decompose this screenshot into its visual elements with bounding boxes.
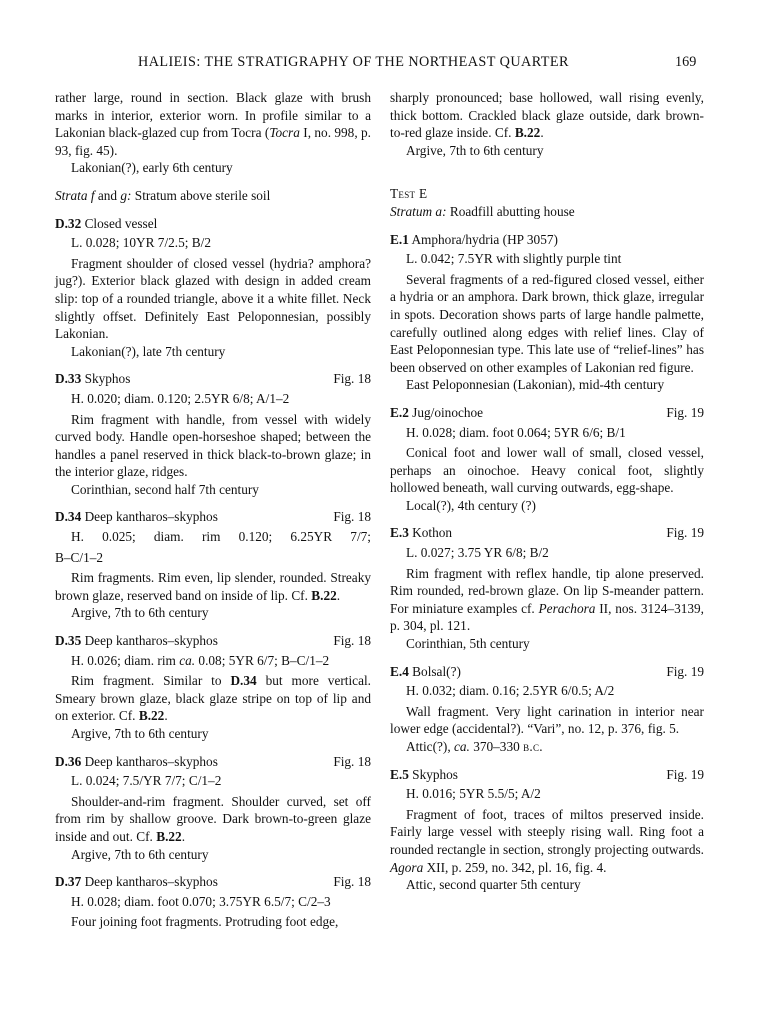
measurements-continued: B–C/1–2 [55,549,104,565]
entry-id: D.36 [55,753,82,769]
entry-name: Skyphos [412,766,458,782]
figure-reference: Fig. 19 [666,525,704,541]
entry-name: Deep kantharos–skyphos [84,874,218,890]
entry-id: E.2 [390,404,409,420]
dating-line [390,738,704,756]
entry-heading [390,663,704,681]
cross-reference: D.34 [230,673,257,689]
catalog-entry-e4 [390,663,704,756]
entry-id: E.5 [390,766,409,782]
text-span: I, no. 998, p. 93, fig. 45). [55,125,372,158]
catalog-entry-e1 [390,231,704,394]
strata-heading [55,187,371,205]
text-span: Attic(?), [406,739,454,754]
measurements: L. 0.042; 7.5YR with slightly purple tint [406,251,622,267]
entry-name: Skyphos [84,371,131,387]
entry-heading [390,524,704,542]
dating-line: Lakonian(?), early 6th century [71,160,233,176]
figure-reference: Fig. 18 [333,633,371,649]
figure-reference: Fig. 19 [666,663,704,679]
entry-name: Kothon [412,525,453,541]
text-span: Fragment of foot, traces of miltos preserved inside. Fairly large vessel with steeply rising wall. Ring foot a rounded rectangle in section, strongly projecting outwards. [390,806,704,857]
measurements: H. 0.032; diam. 0.16; 2.5YR 6/0.5; A/2 [406,683,615,699]
entry-name: Deep kantharos–skyphos [84,509,218,525]
left-column [55,89,371,931]
text-span: Roadfill abutting house [446,203,575,219]
continuation-paragraph [55,89,371,159]
era-abbrev: b.c. [523,739,543,754]
catalog-entry-e2 [390,404,704,515]
cross-reference: B.22 [514,125,541,141]
catalog-entry-e5 [390,766,704,894]
figure-reference: Fig. 18 [333,753,371,769]
text-span: 370–330 [469,739,524,754]
entry-heading [55,873,371,891]
measurements: L. 0.027; 3.75 YR 6/8; B/2 [406,545,549,561]
stratum-heading [390,203,704,221]
entry-name: Closed vessel [84,215,158,231]
entry-id: E.4 [390,663,409,679]
cross-reference: B.22 [156,828,182,844]
entry-id: D.32 [55,215,82,231]
figure-reference: Fig. 18 [333,874,371,890]
italic-reference: Tocra [269,125,300,141]
figure-reference: Fig. 18 [333,371,371,387]
entry-heading [390,231,704,249]
dating-line: Local(?), 4th century (?) [406,497,536,513]
dating-line: Corinthian, second half 7th century [71,481,259,497]
dating-line: Argive, 7th to 6th century [71,846,209,862]
cross-reference: B.22 [138,708,165,724]
entry-id: D.33 [55,371,82,387]
entry-id: D.34 [55,509,82,525]
entry-name: Bolsal(?) [412,663,461,679]
description: Rim fragment with handle, from vessel with widely curved body. Handle open-horseshoe shaped; between the handles a panel reserved in thick black-to-brown glaze; in the interior glaze, ridges. [55,411,371,480]
entry-name: Amphora/hydria (HP 3057) [411,231,558,247]
description [390,806,704,876]
entry-heading [55,753,371,771]
running-title: HALIEIS: THE STRATIGRAPHY OF THE NORTHEAST QUARTER [138,54,569,70]
description: Conical foot and lower wall of small, closed vessel, perhaps an oinochoe. Heavy conical foot, slightly hollowed beneath, wall curving outwards, egg-shape. [390,445,704,496]
entry-name: Deep kantharos–skyphos [84,633,218,649]
text-span: II, nos. 3124–3139, p. 304, pl. 121. [390,600,704,634]
text-span: . [540,125,544,141]
italic-abbrev: ca. [179,652,196,668]
text-span: and [94,187,121,203]
entry-heading [55,370,371,388]
dating-line: Argive, 7th to 6th century [71,605,209,621]
text-span: Shoulder-and-rim fragment. Shoulder curved, set off from rim by shallow groove. Dark brown-to-green glaze inside and out. Cf. [55,793,371,844]
catalog-entry-d37 [55,873,371,931]
dating-line: Corinthian, 5th century [406,636,530,652]
text-span: XII, p. 259, no. 342, pl. 16, fig. 4. [423,859,607,875]
figure-reference: Fig. 19 [666,766,704,782]
catalog-entry-d36 [55,753,371,864]
entry-heading [55,508,371,526]
entry-heading [390,766,704,784]
text-span: Rim fragments. Rim even, lip slender, rounded. Streaky brown glaze, reserved band on inside of lip. Cf. [55,570,371,603]
measurements: L. 0.028; 10YR 7/2.5; B/2 [71,235,211,251]
description: Four joining foot fragments. Protruding foot edge, [71,914,339,930]
figure-reference: Fig. 18 [333,509,371,525]
text-span: Rim fragment. Similar to [71,673,231,689]
text-span: Stratum above sterile soil [131,187,271,203]
description [55,793,371,846]
text-span: rather large, round in section. Black glaze with brush marks in interior, exterior worn. In profile similar to a Lakonian black-glazed cup from Tocra ( [55,90,371,141]
text-span: 0.08; 5YR 6/7; B–C/1–2 [195,652,330,668]
stratum-label: Stratum a: [390,203,447,219]
description [55,569,371,604]
italic-abbrev: ca. [454,739,470,754]
measurements: H. 0.028; diam. foot 0.064; 5YR 6/6; B/1 [406,424,626,440]
strata-label: Strata f [55,187,95,203]
text-span: Rim fragment with reflex handle, tip alone preserved. Rim rounded, red-brown glaze. On lip S-meander pattern. For miniature examples cf. [390,565,704,616]
description: Wall fragment. Very light carination in interior near lower edge (accidental?). “Vari”, no. 12, p. 376, fig. 5. [390,703,704,737]
entry-id: D.35 [55,633,82,649]
page-number: 169 [675,54,697,70]
description: Several fragments of a red-figured closed vessel, either a hydria or an amphora. Dark brown, thick glaze, irregular in spots. Decoration shows parts of large handle palmette, carefully outlined along edges with relief lines. Clay of East Peloponnesian type. This late use of “relief-lines” has been observed on other examples of Lakonian red figure. [390,271,704,375]
text-span: sharply pronounced; base hollowed, wall rising evenly, thick bottom. Crackled black glaze outside, dark brown-to-red glaze inside. Cf. [390,90,704,141]
measurements: H. 0.016; 5YR 5.5/5; A/2 [406,786,541,802]
right-column [390,89,704,894]
dating-line: Attic, second quarter 5th century [406,877,581,893]
dating-line: Lakonian(?), late 7th century [71,343,226,359]
italic-reference: Perachora [538,600,596,616]
entry-heading [55,215,371,233]
cross-reference: B.22 [311,587,337,603]
measurements: L. 0.024; 7.5/YR 7/7; C/1–2 [71,773,222,789]
entry-id: E.3 [390,525,409,541]
entry-id: E.1 [390,231,409,247]
text-span: . [336,587,341,603]
catalog-entry-d33 [55,370,371,498]
description: Fragment shoulder of closed vessel (hydria? amphora? jug?). Exterior black glazed with design in added cream slip: top of a rounded triangle, above it a white fillet. Neck slightly offset. Definitely East Peloponnesian, possibly Lakonian. [55,255,371,342]
dating-line: Argive, 7th to 6th century [406,142,544,158]
dating-line: East Peloponnesian (Lakonian), mid-4th century [406,377,665,393]
dating-line: Argive, 7th to 6th century [71,726,209,741]
catalog-entry-d32 [55,215,371,361]
catalog-entry-d34 [55,508,371,622]
italic-reference: Agora [390,859,424,875]
catalog-entry-e3 [390,524,704,652]
entry-heading [390,404,704,422]
measurements: H. 0.025; diam. rim 0.120; 6.25YR 7/7; [71,529,371,545]
entry-id: D.37 [55,874,82,890]
text-span: H. 0.026; diam. rim [71,652,180,668]
measurements: H. 0.028; diam. foot 0.070; 3.75YR 6.5/7; C/2–3 [71,893,331,909]
text-span: but more vertical. Smeary brown glaze, black glaze stripe on top of lip and on exterior. Cf. [55,673,371,724]
entry-heading [55,632,371,650]
entry-name: Jug/oinochoe [412,404,484,420]
catalog-entry-d35 [55,632,371,743]
figure-reference: Fig. 19 [666,404,704,420]
entry-name: Deep kantharos–skyphos [84,753,218,769]
measurements [55,652,371,670]
test-heading: Test E [390,186,428,202]
description [55,672,371,725]
text-span: . [164,708,168,724]
description [390,565,704,635]
text-span: . [181,828,186,844]
continuation-paragraph [390,89,704,142]
strata-label: g: [120,187,132,203]
measurements: H. 0.020; diam. 0.120; 2.5YR 6/8; A/1–2 [71,390,290,406]
